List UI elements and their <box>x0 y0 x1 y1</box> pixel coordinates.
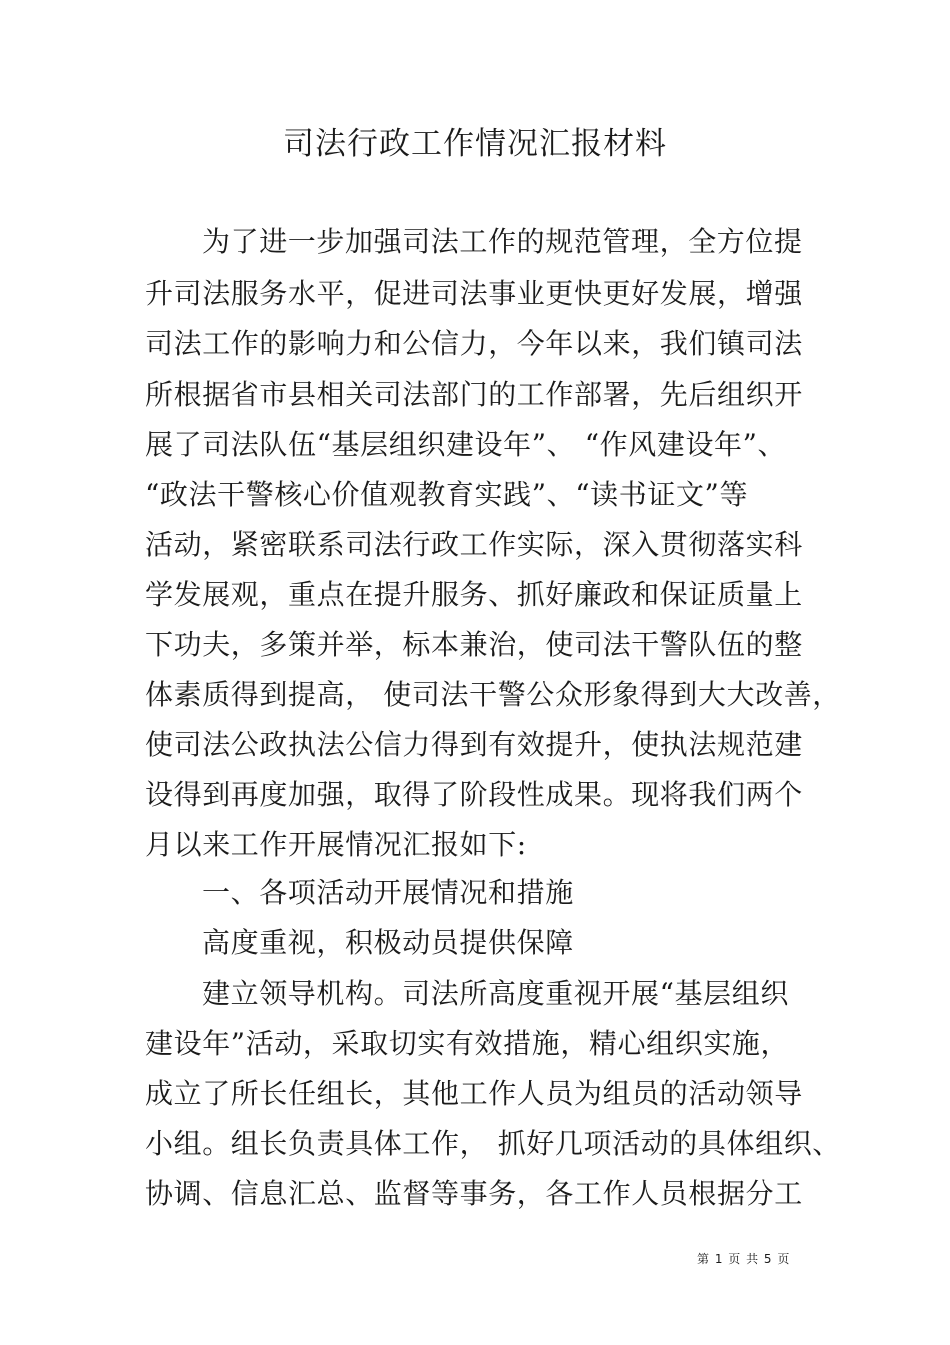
paragraph-line: 所根据省市县相关司法部门的工作部署，先后组织开 <box>145 378 803 411</box>
paragraph-line: 建设年”活动，采取切实有效措施，精心组织实施， <box>145 1027 790 1060</box>
paragraph-line: 下功夫，多策并举，标本兼治，使司法干警队伍的整 <box>145 628 803 661</box>
page-number-indicator: 第 1 页 共 5 页 <box>697 1252 791 1266</box>
paragraph-line: 展了司法队伍“基层组织建设年”、 “作风建设年”、 <box>145 428 787 461</box>
section-heading: 一、各项活动开展情况和措施 <box>202 876 574 909</box>
document-title: 司法行政工作情况汇报材料 <box>283 126 667 162</box>
paragraph-line: 成立了所长任组长，其他工作人员为组员的活动领导 <box>145 1077 803 1110</box>
paragraph-line: 为了进一步加强司法工作的规范管理，全方位提 <box>202 225 803 258</box>
paragraph-line: 学发展观，重点在提升服务、抓好廉政和保证质量上 <box>145 578 803 611</box>
paragraph-line: 建立领导机构。司法所高度重视开展“基层组织 <box>202 977 789 1010</box>
paragraph-line: “政法干警核心价值观教育实践”、“读书证文”等 <box>145 478 749 511</box>
paragraph-line: 体素质得到提高， 使司法干警公众形象得到大大改善， <box>145 678 841 711</box>
paragraph-line: 升司法服务水平，促进司法事业更快更好发展，增强 <box>145 277 803 310</box>
paragraph-line: 使司法公政执法公信力得到有效提升，使执法规范建 <box>145 728 803 761</box>
paragraph-line: 活动，紧密联系司法行政工作实际，深入贯彻落实科 <box>145 528 803 561</box>
subsection-heading: 高度重视，积极动员提供保障 <box>202 926 574 959</box>
paragraph-line: 月以来工作开展情况汇报如下: <box>145 828 527 861</box>
paragraph-line: 小组。组长负责具体工作， 抓好几项活动的具体组织、 <box>145 1127 841 1160</box>
paragraph-line: 协调、信息汇总、监督等事务，各工作人员根据分工 <box>145 1177 803 1210</box>
paragraph-line: 司法工作的影响力和公信力，今年以来，我们镇司法 <box>145 327 803 360</box>
paragraph-line: 设得到再度加强，取得了阶段性成果。现将我们两个 <box>145 778 803 811</box>
